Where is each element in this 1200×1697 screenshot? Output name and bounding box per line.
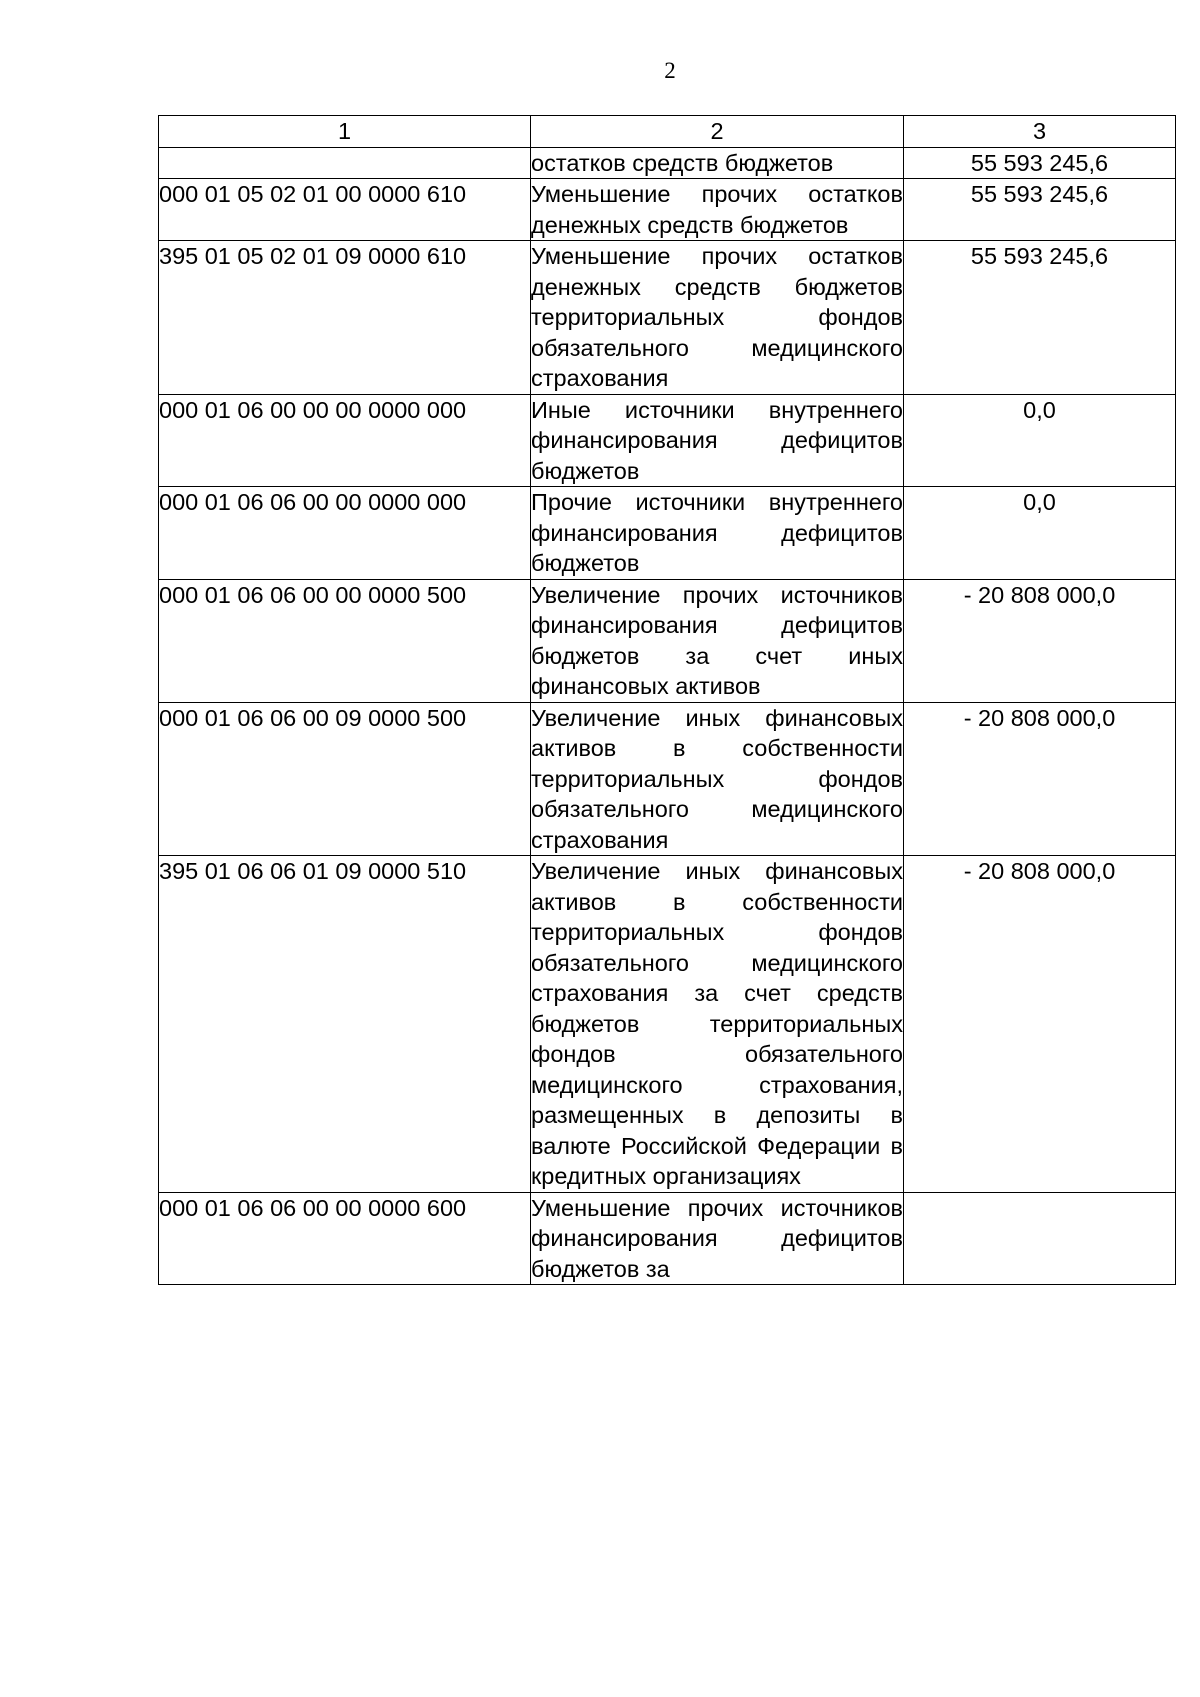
budget-code-cell: 000 01 06 06 00 00 0000 000 bbox=[159, 487, 531, 580]
table-row bbox=[159, 702, 1176, 856]
table-row bbox=[159, 394, 1176, 487]
table-row bbox=[159, 147, 1176, 179]
table-header-row bbox=[159, 116, 1176, 148]
column-header-2: 2 bbox=[531, 116, 904, 148]
budget-code-cell: 000 01 06 00 00 00 0000 000 bbox=[159, 394, 531, 487]
budget-code-cell: 395 01 06 06 01 09 0000 510 bbox=[159, 856, 531, 1193]
table-row bbox=[159, 856, 1176, 1193]
amount-cell: 55 593 245,6 bbox=[904, 147, 1176, 179]
table-row bbox=[159, 579, 1176, 702]
amount-cell: 55 593 245,6 bbox=[904, 179, 1176, 241]
table-row bbox=[159, 487, 1176, 580]
page-number: 2 bbox=[664, 58, 676, 83]
budget-code-cell: 000 01 06 06 00 00 0000 500 bbox=[159, 579, 531, 702]
description-cell: Прочие источники внутреннего финансирования дефицитов бюджетов bbox=[531, 487, 904, 580]
table-row bbox=[159, 179, 1176, 241]
description-cell: Увеличение иных финансовых активов в собственности территориальных фондов обязательного медицинского страхования bbox=[531, 702, 904, 856]
amount-cell bbox=[904, 1192, 1176, 1285]
amount-cell: - 20 808 000,0 bbox=[904, 702, 1176, 856]
amount-cell: 0,0 bbox=[904, 394, 1176, 487]
amount-cell: 55 593 245,6 bbox=[904, 241, 1176, 395]
amount-cell: - 20 808 000,0 bbox=[904, 856, 1176, 1193]
budget-code-cell: 000 01 05 02 01 00 0000 610 bbox=[159, 179, 531, 241]
table-row bbox=[159, 1192, 1176, 1285]
amount-cell: 0,0 bbox=[904, 487, 1176, 580]
description-cell: Увеличение прочих источников финансирования дефицитов бюджетов за счет иных финансовых активов bbox=[531, 579, 904, 702]
description-cell: Уменьшение прочих источников финансирования дефицитов бюджетов за bbox=[531, 1192, 904, 1285]
description-cell: Уменьшение прочих остатков денежных средств бюджетов bbox=[531, 179, 904, 241]
description-cell: Увеличение иных финансовых активов в собственности территориальных фондов обязательного медицинского страхования за счет средств бюджетов территориальных фондов обязательного медицинского страхования, размещенных в депозиты в валюте Российской Федерации в кредитных организациях bbox=[531, 856, 904, 1193]
column-header-3: 3 bbox=[904, 116, 1176, 148]
budget-code-cell bbox=[159, 147, 531, 179]
budget-code-cell: 000 01 06 06 00 00 0000 600 bbox=[159, 1192, 531, 1285]
budget-sources-table bbox=[158, 115, 1176, 1285]
description-cell: Иные источники внутреннего финансирования дефицитов бюджетов bbox=[531, 394, 904, 487]
budget-code-cell: 395 01 05 02 01 09 0000 610 bbox=[159, 241, 531, 395]
budget-code-cell: 000 01 06 06 00 09 0000 500 bbox=[159, 702, 531, 856]
amount-cell: - 20 808 000,0 bbox=[904, 579, 1176, 702]
description-cell: Уменьшение прочих остатков денежных средств бюджетов территориальных фондов обязательного медицинского страхования bbox=[531, 241, 904, 395]
table-row bbox=[159, 241, 1176, 395]
column-header-1: 1 bbox=[159, 116, 531, 148]
description-cell: остатков средств бюджетов bbox=[531, 147, 904, 179]
